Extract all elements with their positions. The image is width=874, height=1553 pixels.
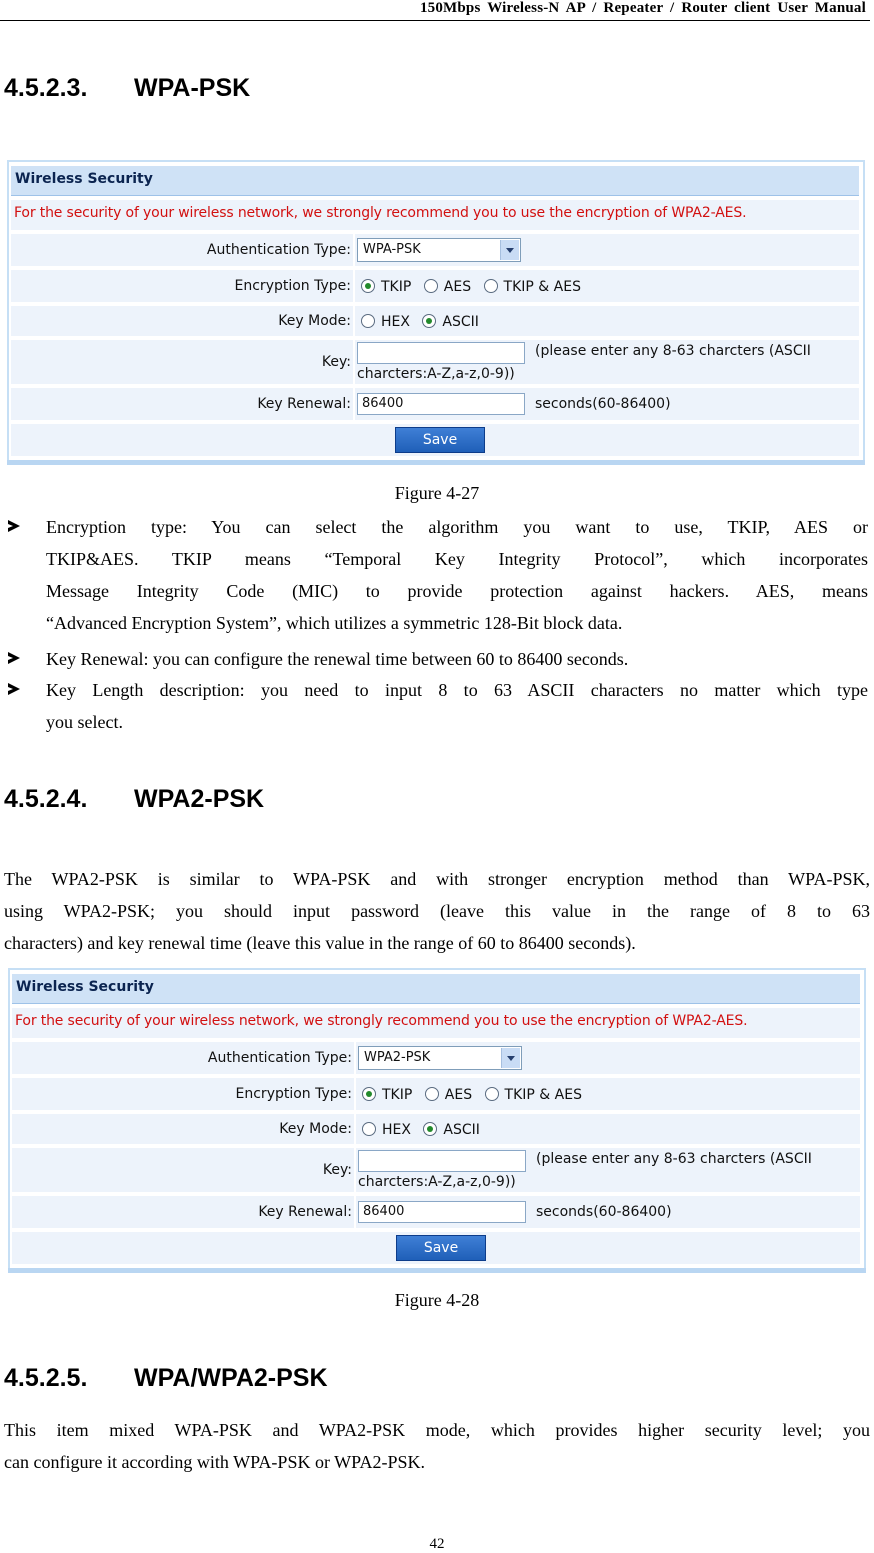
- radio-ascii[interactable]: [423, 1122, 437, 1136]
- radio-label-ascii: ASCII: [443, 1122, 480, 1138]
- paragraph-line: can configure it according with WPA-PSK or WPA2-PSK.: [4, 1452, 425, 1472]
- radio-aes[interactable]: [424, 279, 438, 293]
- warning-row: [11, 200, 859, 230]
- key-hint-line-1: (please enter any 8-63 charcters (ASCII: [535, 343, 811, 359]
- section-heading-wpa-psk: [4, 74, 250, 103]
- manual-header: [0, 0, 870, 21]
- arrow-bullet-icon: [8, 652, 20, 664]
- key-mode-label: Key Mode:: [278, 313, 351, 329]
- panel-title-bar: [12, 974, 860, 1004]
- bullet-text-line: you select.: [46, 712, 123, 732]
- panel-title: Wireless Security: [15, 171, 153, 187]
- key-mode-radios: [362, 1122, 488, 1138]
- paragraph-line: characters) and key renewal time (leave this value in the range of 60 to 86400 seconds).: [4, 933, 636, 953]
- key-renewal-hint: seconds(60-86400): [536, 1204, 672, 1220]
- page-number: 42: [429, 1536, 445, 1552]
- paragraph-line: This item mixed WPA-PSK and WPA2-PSK mode, which provides higher security level; you: [4, 1420, 870, 1440]
- auth-type-select[interactable]: [358, 1046, 522, 1070]
- key-renewal-row: [11, 388, 859, 420]
- save-button[interactable]: Save: [396, 1235, 486, 1261]
- radio-label-aes: AES: [444, 1087, 473, 1103]
- key-renewal-label: Key Renewal:: [257, 396, 351, 412]
- radio-ascii[interactable]: [422, 314, 436, 328]
- radio-aes[interactable]: [425, 1087, 439, 1101]
- warning-row: [12, 1008, 860, 1038]
- radio-label-hex: HEX: [381, 314, 410, 330]
- encryption-type-row: [11, 270, 859, 302]
- radio-tkip[interactable]: [361, 279, 375, 293]
- key-label: Key:: [322, 1162, 352, 1178]
- section-number: 4.5.2.4.: [4, 785, 88, 813]
- auth-type-row: [11, 234, 859, 266]
- encryption-type-row: [12, 1078, 860, 1110]
- chevron-down-icon[interactable]: [501, 1048, 520, 1068]
- section-number: 4.5.2.5.: [4, 1364, 88, 1392]
- wpa2-psk-paragraph: [4, 863, 870, 959]
- key-mode-row: [12, 1114, 860, 1144]
- encryption-type-radios: [361, 279, 589, 295]
- panel-title-bar: [11, 166, 859, 196]
- section-title: WPA-PSK: [134, 74, 251, 102]
- wireless-security-panel-wpa: [7, 160, 865, 466]
- bullet-key-length: [46, 674, 868, 738]
- key-mode-label: Key Mode:: [279, 1121, 352, 1137]
- save-button[interactable]: Save: [395, 427, 485, 453]
- radio-tkip-aes[interactable]: [485, 1087, 499, 1101]
- encryption-type-radios: [362, 1087, 590, 1103]
- key-renewal-row: [12, 1196, 860, 1228]
- figure-caption-4-27: Figure 4-27: [394, 483, 480, 503]
- key-renewal-input[interactable]: 86400: [358, 1201, 526, 1223]
- radio-tkip-aes[interactable]: [484, 279, 498, 293]
- figure-caption-4-28: Figure 4-28: [394, 1290, 480, 1310]
- arrow-bullet-icon: [8, 683, 20, 695]
- key-hint-line-2: charcters:A-Z,a-z,0-9)): [358, 1174, 516, 1190]
- key-input[interactable]: [358, 1150, 526, 1172]
- save-row: [12, 1232, 860, 1264]
- bullet-text-line: Message Integrity Code (MIC) to provide protection against hackers. AES, means: [46, 581, 868, 601]
- key-hint-line-1: (please enter any 8-63 charcters (ASCII: [536, 1151, 812, 1167]
- panel-title: Wireless Security: [16, 979, 154, 995]
- section-title: WPA2-PSK: [134, 785, 265, 813]
- key-renewal-input[interactable]: 86400: [357, 393, 525, 415]
- bullet-text-line: Encryption type: You can select the algorithm you want to use, TKIP, AES or: [46, 517, 868, 537]
- auth-type-label: Authentication Type:: [206, 242, 351, 258]
- key-row: [11, 340, 859, 384]
- bullet-encryption-type: [46, 511, 868, 639]
- header-text: 150Mbps Wireless-N AP / Repeater / Router client User Manual: [419, 0, 866, 16]
- encryption-type-label: Encryption Type:: [235, 1086, 352, 1102]
- key-mode-radios: [361, 314, 487, 330]
- auth-type-select[interactable]: [357, 238, 521, 262]
- radio-hex[interactable]: [362, 1122, 376, 1136]
- auth-type-value: WPA-PSK: [363, 242, 421, 257]
- chevron-down-icon[interactable]: [500, 240, 519, 260]
- key-label: Key:: [321, 354, 351, 370]
- radio-hex[interactable]: [361, 314, 375, 328]
- radio-label-tkip-aes: TKIP & AES: [503, 279, 581, 295]
- radio-label-tkip: TKIP: [381, 279, 412, 295]
- wireless-security-panel-wpa2: [8, 968, 866, 1274]
- bullet-text-line: Key Length description: you need to input 8 to 63 ASCII characters no matter which type: [46, 680, 868, 700]
- bullet-text-line: TKIP&AES. TKIP means “Temporal Key Integrity Protocol”, which incorporates: [46, 549, 868, 569]
- key-row: [12, 1148, 860, 1192]
- paragraph-line: using WPA2-PSK; you should input password (leave this value in the range of 8 to 63: [4, 901, 870, 921]
- radio-label-aes: AES: [443, 279, 472, 295]
- bullet-text-line: Key Renewal: you can configure the renewal time between 60 to 86400 seconds.: [46, 649, 629, 669]
- auth-type-row: [12, 1042, 860, 1074]
- security-warning: For the security of your wireless network, we strongly recommend you to use the encryption of WPA2-AES.: [15, 1013, 748, 1029]
- section-heading-wpa-wpa2-psk: [4, 1364, 328, 1393]
- key-mode-row: [11, 306, 859, 336]
- section-heading-wpa2-psk: [4, 785, 264, 814]
- key-renewal-label: Key Renewal:: [258, 1204, 352, 1220]
- radio-label-tkip: TKIP: [382, 1087, 413, 1103]
- key-renewal-hint: seconds(60-86400): [535, 396, 671, 412]
- save-row: [11, 424, 859, 456]
- section-title: WPA/WPA2-PSK: [134, 1364, 328, 1392]
- radio-label-ascii: ASCII: [442, 314, 479, 330]
- radio-label-hex: HEX: [382, 1122, 411, 1138]
- mixed-mode-paragraph: [4, 1414, 870, 1478]
- key-input[interactable]: [357, 342, 525, 364]
- bullet-key-renewal: [46, 643, 868, 675]
- security-warning: For the security of your wireless network, we strongly recommend you to use the encryption of WPA2-AES.: [14, 205, 747, 221]
- auth-type-label: Authentication Type:: [207, 1050, 352, 1066]
- encryption-type-label: Encryption Type:: [234, 278, 351, 294]
- bullet-text-line: “Advanced Encryption System”, which utilizes a symmetric 128-Bit block data.: [46, 613, 623, 633]
- arrow-bullet-icon: [8, 520, 20, 532]
- section-number: 4.5.2.3.: [4, 74, 88, 102]
- radio-label-tkip-aes: TKIP & AES: [504, 1087, 582, 1103]
- auth-type-value: WPA2-PSK: [364, 1050, 431, 1065]
- radio-tkip[interactable]: [362, 1087, 376, 1101]
- key-hint-line-2: charcters:A-Z,a-z,0-9)): [357, 366, 515, 382]
- paragraph-line: The WPA2-PSK is similar to WPA-PSK and with stronger encryption method than WPA-PSK,: [4, 869, 870, 889]
